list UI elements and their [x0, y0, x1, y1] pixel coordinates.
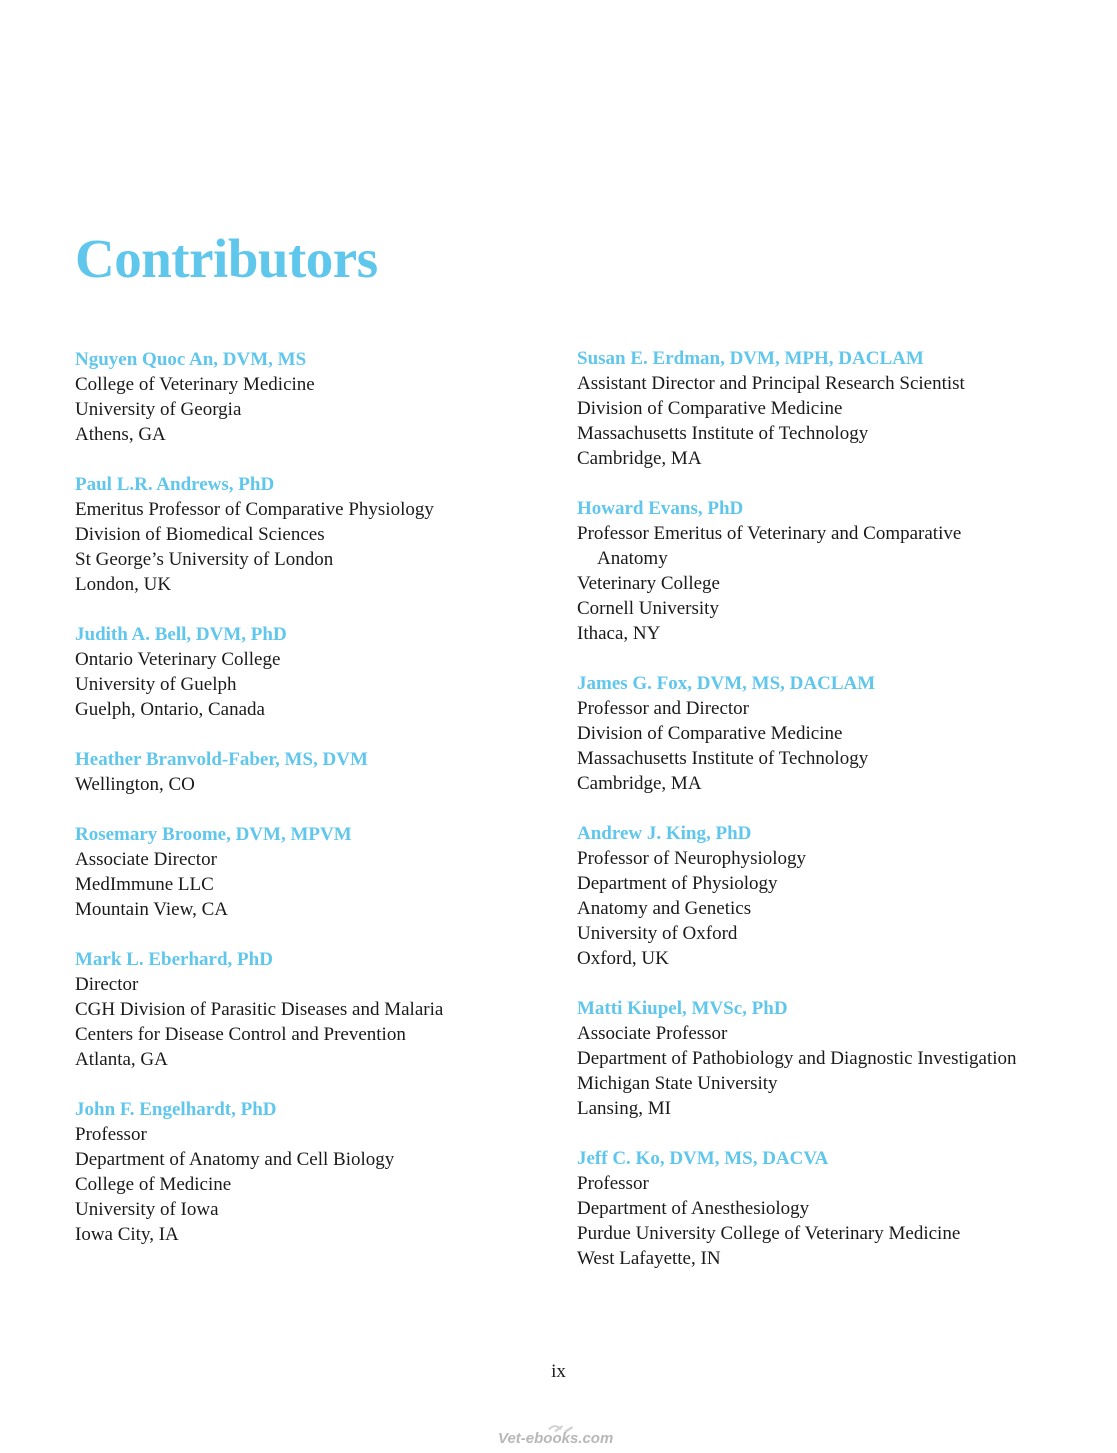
affiliation-line: Department of Anesthesiology: [577, 1198, 810, 1219]
contributor-name: Mark L. Eberhard, PhD: [75, 949, 273, 970]
affiliation-line: CGH Division of Parasitic Diseases and Malaria: [75, 999, 444, 1020]
contributor-name: John F. Engelhardt, PhD: [75, 1099, 277, 1120]
affiliation-line: Associate Professor: [577, 1023, 728, 1044]
affiliation-line: Massachusetts Institute of Technology: [577, 748, 869, 769]
affiliation-line: Anatomy and Genetics: [577, 898, 752, 919]
contributor-name: Nguyen Quoc An, DVM, MS: [75, 349, 307, 370]
page-number: ix: [551, 1361, 566, 1382]
affiliation-line: Ontario Veterinary College: [75, 649, 281, 670]
affiliation-line: Division of Comparative Medicine: [577, 723, 843, 744]
contributor-name: Heather Branvold-Faber, MS, DVM: [75, 749, 368, 770]
affiliation-line: Professor and Director: [577, 698, 750, 719]
contributor-name: Susan E. Erdman, DVM, MPH, DACLAM: [577, 348, 924, 369]
contributor-entry: [577, 671, 1057, 796]
contributor-name: James G. Fox, DVM, MS, DACLAM: [577, 673, 876, 694]
affiliation-line: University of Georgia: [75, 399, 242, 420]
watermark-logo: [496, 1423, 621, 1447]
contributor-entry: [577, 821, 1057, 971]
affiliation-line: Professor: [577, 1173, 649, 1194]
contributors-column-right: [577, 346, 1057, 1296]
contributor-entry: [577, 996, 1057, 1121]
contributor-entry: [75, 347, 545, 447]
contributor-name: Jeff C. Ko, DVM, MS, DACVA: [577, 1148, 829, 1169]
affiliation-line: Department of Pathobiology and Diagnostic Investigation: [577, 1048, 1017, 1069]
affiliation-line: University of Oxford: [577, 923, 738, 944]
affiliation-line: Associate Director: [75, 849, 217, 870]
affiliation-line: College of Medicine: [75, 1174, 232, 1195]
contributor-name: Paul L.R. Andrews, PhD: [75, 474, 275, 495]
contributor-entry: [75, 622, 545, 722]
affiliation-line: Centers for Disease Control and Prevention: [75, 1024, 406, 1045]
affiliation-line: Assistant Director and Principal Research Scientist: [577, 373, 965, 394]
affiliation-line: Mountain View, CA: [75, 899, 228, 920]
affiliation-line: Division of Biomedical Sciences: [75, 524, 325, 545]
affiliation-line: Department of Physiology: [577, 873, 778, 894]
contributor-name: Rosemary Broome, DVM, MPVM: [75, 824, 352, 845]
contributor-entry: [75, 1097, 545, 1247]
contributor-name: Howard Evans, PhD: [577, 498, 744, 519]
affiliation-line: Atlanta, GA: [75, 1049, 168, 1070]
affiliation-line: College of Veterinary Medicine: [75, 374, 315, 395]
affiliation-line: Ithaca, NY: [577, 623, 661, 644]
contributor-entry: [75, 747, 545, 797]
contributor-entry: [577, 346, 1057, 471]
page-title: Contributors: [75, 228, 378, 289]
contributor-entry: [577, 1146, 1057, 1271]
affiliation-line: Cambridge, MA: [577, 448, 702, 469]
contributor-name: Judith A. Bell, DVM, PhD: [75, 624, 287, 645]
affiliation-line: West Lafayette, IN: [577, 1248, 721, 1269]
contributor-entry: [75, 822, 545, 922]
contributors-column-left: [75, 347, 545, 1272]
affiliation-line: Iowa City, IA: [75, 1224, 179, 1245]
affiliation-line: Emeritus Professor of Comparative Physiology: [75, 499, 434, 520]
affiliation-line: Guelph, Ontario, Canada: [75, 699, 265, 720]
affiliation-line: Professor: [75, 1124, 147, 1145]
affiliation-line: Lansing, MI: [577, 1098, 671, 1119]
contributor-entry: [75, 472, 545, 597]
affiliation-line: Professor Emeritus of Veterinary and Comparative: [577, 523, 962, 544]
affiliation-line: Department of Anatomy and Cell Biology: [75, 1149, 395, 1170]
contributor-entry: [75, 947, 545, 1072]
affiliation-line: University of Iowa: [75, 1199, 219, 1220]
watermark-text: Vet-ebooks.com: [498, 1430, 614, 1447]
affiliation-line: Purdue University College of Veterinary Medicine: [577, 1223, 961, 1244]
affiliation-line: Athens, GA: [75, 424, 166, 445]
contributor-name: Andrew J. King, PhD: [577, 823, 752, 844]
affiliation-line: Wellington, CO: [75, 774, 195, 795]
affiliation-line: Professor of Neurophysiology: [577, 848, 807, 869]
affiliation-line: Oxford, UK: [577, 948, 669, 969]
affiliation-line: Division of Comparative Medicine: [577, 398, 843, 419]
affiliation-line: University of Guelph: [75, 674, 237, 695]
affiliation-line-continued: Anatomy: [597, 548, 668, 569]
affiliation-line: Cambridge, MA: [577, 773, 702, 794]
contributor-name: Matti Kiupel, MVSc, PhD: [577, 998, 788, 1019]
affiliation-line: Cornell University: [577, 598, 719, 619]
affiliation-line: Michigan State University: [577, 1073, 778, 1094]
affiliation-line: Veterinary College: [577, 573, 720, 594]
affiliation-line: MedImmune LLC: [75, 874, 214, 895]
affiliation-line: London, UK: [75, 574, 172, 595]
contributor-entry: [577, 496, 1057, 646]
affiliation-line: St George’s University of London: [75, 549, 334, 570]
affiliation-line: Massachusetts Institute of Technology: [577, 423, 869, 444]
affiliation-line: Director: [75, 974, 139, 995]
